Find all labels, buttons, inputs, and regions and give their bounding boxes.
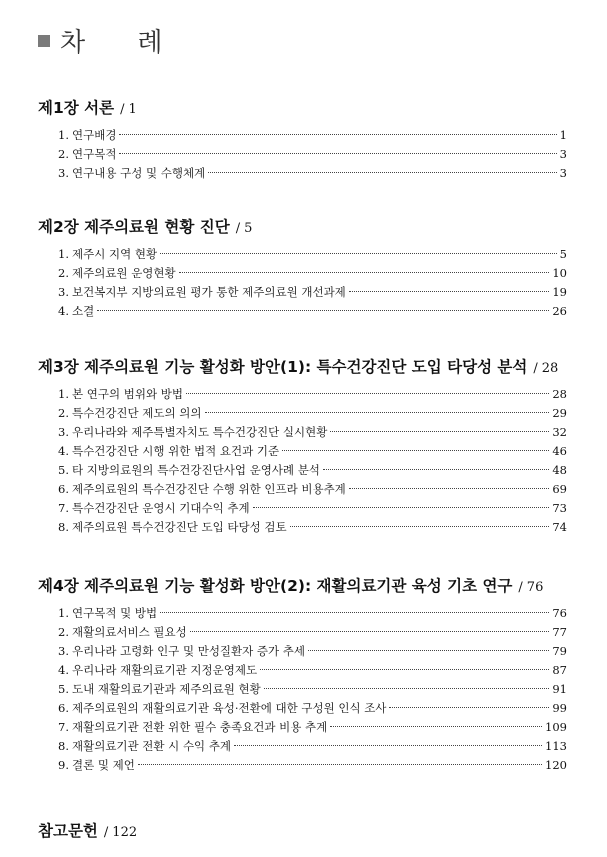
entry-title: 제주의료원의 특수건강진단 수행 위한 인프라 비용추계 bbox=[72, 482, 346, 496]
entry-title: 도내 재활의료기관과 제주의료원 현황 bbox=[72, 682, 261, 696]
chapter-title: 제2장 제주의료원 현황 진단 bbox=[38, 218, 230, 236]
references-title: 참고문헌 bbox=[38, 822, 98, 840]
entry-page: 109 bbox=[545, 720, 567, 734]
entry-title: 우리나라 재활의료기관 지정운영제도 bbox=[72, 663, 258, 677]
entry-number: 4. bbox=[58, 444, 69, 458]
entry-page: 99 bbox=[552, 701, 567, 715]
entry-number: 1. bbox=[58, 606, 69, 620]
toc-entry[interactable] bbox=[38, 283, 567, 302]
entry-number: 8. bbox=[58, 739, 69, 753]
toc-entry[interactable] bbox=[38, 264, 567, 283]
dot-leader bbox=[349, 291, 550, 292]
dot-leader bbox=[323, 469, 549, 470]
entry-page: 10 bbox=[552, 266, 567, 280]
dot-leader bbox=[186, 393, 549, 394]
toc-entry[interactable] bbox=[38, 461, 567, 480]
dot-leader bbox=[253, 507, 550, 508]
entry-title: 우리나라 고령화 인구 및 만성질환자 증가 추세 bbox=[72, 644, 306, 658]
toc-entry[interactable] bbox=[38, 126, 567, 145]
chapter-page: / 1 bbox=[120, 102, 137, 117]
entry-title: 우리나라와 제주특별자치도 특수건강진단 실시현황 bbox=[72, 425, 328, 439]
dot-leader bbox=[330, 726, 542, 727]
entry-number: 1. bbox=[58, 247, 69, 261]
entry-number: 3. bbox=[58, 166, 69, 180]
entry-title: 재활의료서비스 필요성 bbox=[72, 625, 187, 639]
dot-leader bbox=[97, 310, 549, 311]
dot-leader bbox=[264, 688, 550, 689]
square-bullet-icon bbox=[38, 35, 50, 47]
entry-title: 제주의료원 특수건강진단 도입 타당성 검토 bbox=[72, 520, 287, 534]
entry-title: 재활의료기관 전환 위한 필수 충족요건과 비용 추계 bbox=[72, 720, 328, 734]
entry-number: 2. bbox=[58, 406, 69, 420]
toc-entry[interactable] bbox=[38, 718, 567, 737]
entry-number: 6. bbox=[58, 482, 69, 496]
entry-title: 본 연구의 범위와 방법 bbox=[72, 387, 183, 401]
entry-page: 1 bbox=[559, 128, 567, 142]
toc-entry[interactable] bbox=[38, 423, 567, 442]
entry-title: 결론 및 제언 bbox=[72, 758, 135, 772]
dot-leader bbox=[282, 450, 549, 451]
entry-title: 연구목적 및 방법 bbox=[72, 606, 158, 620]
page-title: 차 례 bbox=[60, 28, 185, 58]
entry-number: 1. bbox=[58, 128, 69, 142]
entry-page: 91 bbox=[552, 682, 567, 696]
toc-entry[interactable] bbox=[38, 245, 567, 264]
toc-entry[interactable] bbox=[38, 680, 567, 699]
entry-page: 87 bbox=[552, 663, 567, 677]
toc-entry[interactable] bbox=[38, 404, 567, 423]
entry-title: 제주의료원의 재활의료기관 육성·전환에 대한 구성원 인식 조사 bbox=[72, 701, 387, 715]
chapter-title: 제1장 서론 bbox=[38, 99, 115, 117]
toc-entry[interactable] bbox=[38, 756, 567, 775]
entry-page: 32 bbox=[552, 425, 567, 439]
dot-leader bbox=[119, 134, 556, 135]
entry-title: 소결 bbox=[72, 304, 95, 318]
chapter-heading[interactable] bbox=[38, 215, 567, 237]
chapter-page: / 5 bbox=[235, 221, 253, 236]
entry-title: 연구목적 bbox=[72, 147, 117, 161]
toc-entry[interactable] bbox=[38, 499, 567, 518]
chapter-page: / 76 bbox=[518, 580, 544, 595]
entry-title: 연구배경 bbox=[72, 128, 117, 142]
entry-page: 120 bbox=[545, 758, 567, 772]
toc-entry[interactable] bbox=[38, 302, 567, 321]
dot-leader bbox=[119, 153, 556, 154]
chapter-heading[interactable] bbox=[38, 574, 567, 596]
entry-title: 특수건강진단 운영시 기대수익 추계 bbox=[72, 501, 250, 515]
dot-leader bbox=[160, 612, 549, 613]
entry-title: 타 지방의료원의 특수건강진단사업 운영사례 분석 bbox=[72, 463, 320, 477]
entry-number: 7. bbox=[58, 501, 69, 515]
chapter-1 bbox=[38, 96, 567, 183]
toc-entry[interactable] bbox=[38, 737, 567, 756]
entry-page: 113 bbox=[545, 739, 567, 753]
entry-title: 제주의료원 운영현황 bbox=[72, 266, 176, 280]
entry-number: 1. bbox=[58, 387, 69, 401]
entry-number: 2. bbox=[58, 266, 69, 280]
dot-leader bbox=[208, 172, 557, 173]
dot-leader bbox=[389, 707, 549, 708]
toc-entry[interactable] bbox=[38, 518, 567, 537]
entry-number: 2. bbox=[58, 147, 69, 161]
entry-page: 77 bbox=[552, 625, 567, 639]
entry-number: 2. bbox=[58, 625, 69, 639]
entry-number: 8. bbox=[58, 520, 69, 534]
entry-page: 69 bbox=[552, 482, 567, 496]
entry-page: 3 bbox=[559, 147, 567, 161]
chapter-title: 제3장 제주의료원 기능 활성화 방안(1): 특수건강진단 도입 타당성 분석 bbox=[38, 358, 528, 376]
entry-number: 3. bbox=[58, 644, 69, 658]
entry-title: 제주시 지역 현황 bbox=[72, 247, 158, 261]
entry-number: 4. bbox=[58, 304, 69, 318]
entry-title: 재활의료기관 전환 시 수익 추계 bbox=[72, 739, 232, 753]
toc-entry[interactable] bbox=[38, 699, 567, 718]
entry-title: 특수건강진단 제도의 의의 bbox=[72, 406, 202, 420]
toc-entry[interactable] bbox=[38, 604, 567, 623]
entry-page: 5 bbox=[559, 247, 567, 261]
entry-title: 연구내용 구성 및 수행체계 bbox=[72, 166, 206, 180]
dot-leader bbox=[260, 669, 549, 670]
entry-page: 74 bbox=[552, 520, 567, 534]
toc-entry[interactable] bbox=[38, 642, 567, 661]
dot-leader bbox=[234, 745, 542, 746]
entry-number: 3. bbox=[58, 285, 69, 299]
entry-number: 3. bbox=[58, 425, 69, 439]
toc-header bbox=[38, 22, 185, 59]
entry-title: 보건복지부 지방의료원 평가 통한 제주의료원 개선과제 bbox=[72, 285, 346, 299]
entry-page: 79 bbox=[552, 644, 567, 658]
entry-page: 76 bbox=[552, 606, 567, 620]
toc-entry[interactable] bbox=[38, 623, 567, 642]
entry-page: 26 bbox=[552, 304, 567, 318]
dot-leader bbox=[308, 650, 549, 651]
entry-page: 28 bbox=[552, 387, 567, 401]
dot-leader bbox=[349, 488, 550, 489]
dot-leader bbox=[290, 526, 550, 527]
chapter-heading[interactable] bbox=[38, 355, 567, 377]
toc-entry[interactable] bbox=[38, 480, 567, 499]
references-page: / 122 bbox=[103, 825, 138, 840]
chapter-title: 제4장 제주의료원 기능 활성화 방안(2): 재활의료기관 육성 기초 연구 bbox=[38, 577, 513, 595]
chapter-3 bbox=[38, 355, 567, 537]
entry-number: 5. bbox=[58, 463, 69, 477]
entry-title: 특수건강진단 시행 위한 법적 요건과 기준 bbox=[72, 444, 280, 458]
entry-page: 3 bbox=[559, 166, 567, 180]
dot-leader bbox=[160, 253, 557, 254]
references-heading[interactable] bbox=[38, 819, 137, 841]
entry-number: 5. bbox=[58, 682, 69, 696]
entry-page: 46 bbox=[552, 444, 567, 458]
toc-entry[interactable] bbox=[38, 661, 567, 680]
dot-leader bbox=[205, 412, 550, 413]
entry-page: 73 bbox=[552, 501, 567, 515]
entry-number: 7. bbox=[58, 720, 69, 734]
chapter-page: / 28 bbox=[533, 361, 559, 376]
chapter-2 bbox=[38, 215, 567, 321]
entry-number: 4. bbox=[58, 663, 69, 677]
toc-entry[interactable] bbox=[38, 442, 567, 461]
toc-entry[interactable] bbox=[38, 145, 567, 164]
entry-page: 19 bbox=[552, 285, 567, 299]
toc-entry[interactable] bbox=[38, 385, 567, 404]
toc-entry[interactable] bbox=[38, 164, 567, 183]
entry-number: 9. bbox=[58, 758, 69, 772]
dot-leader bbox=[190, 631, 550, 632]
entry-page: 48 bbox=[552, 463, 567, 477]
dot-leader bbox=[330, 431, 549, 432]
dot-leader bbox=[138, 764, 542, 765]
chapter-4 bbox=[38, 574, 567, 775]
entry-number: 6. bbox=[58, 701, 69, 715]
entry-page: 29 bbox=[552, 406, 567, 420]
chapter-heading[interactable] bbox=[38, 96, 567, 118]
dot-leader bbox=[179, 272, 550, 273]
